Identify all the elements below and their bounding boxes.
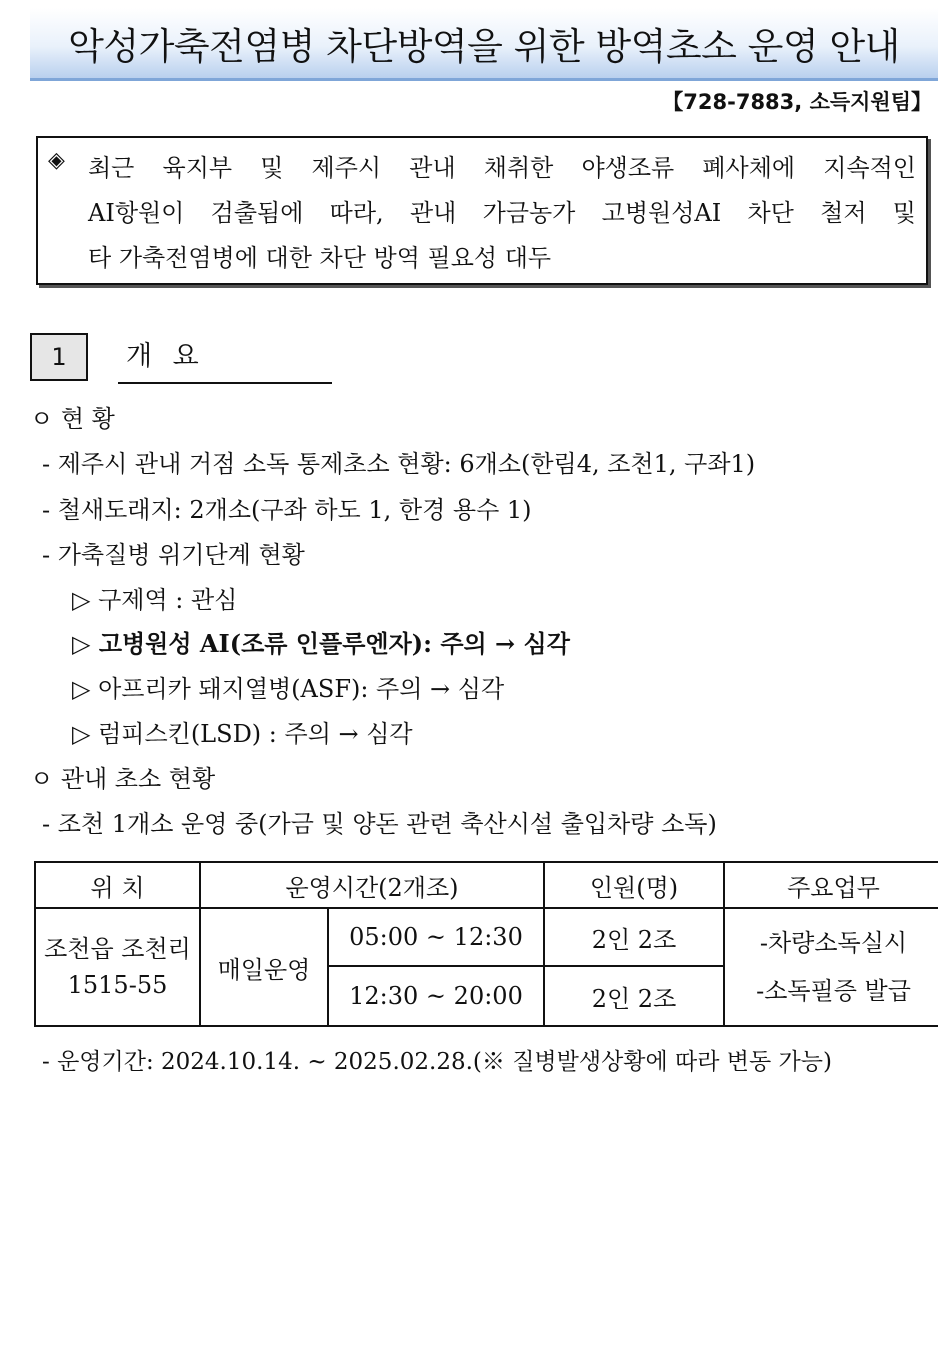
operations-table [34,861,938,1027]
schedule-cell: 매일운영 [200,908,328,1026]
shift-time: 12:30 ~ 20:00 [328,966,544,1026]
crisis-heading: - 가축질병 위기단계 현황 [42,541,305,569]
table-row [35,908,938,966]
notice-line: AI항원이 검출됨에 따라, 관내 가금농가 고병원성AI 차단 철저 및 [88,199,916,227]
header-duties: 주요업무 [724,862,938,908]
crisis-item: ▷ 고병원성 AI(조류 인플루엔자): 주의 → 심각 [72,629,570,658]
header-staff: 인원(명) [544,862,724,908]
location-cell [35,908,200,1026]
duty-item: -소독필증 발급 [756,977,911,1005]
shift-staff: 2인 2조 [544,966,724,1026]
status-heading: ㅇ 현 황 [30,405,115,433]
notice-line: 최근 육지부 및 제주시 관내 채취한 야생조류 폐사체에 지속적인 [88,154,916,182]
header-location: 위 치 [35,862,200,908]
section-title: 개 요 [118,334,332,384]
notice-line: 타 가축전염병에 대한 차단 방역 필요성 대두 [88,244,552,272]
header-hours: 운영시간(2개조) [200,862,544,908]
local-detail: - 조천 1개소 운영 중(가금 및 양돈 관련 축산시설 출입차량 소독) [42,810,717,838]
shift-time: 05:00 ~ 12:30 [328,908,544,966]
shift-staff: 2인 2조 [544,908,724,966]
duty-item: -차량소독실시 [759,929,908,957]
bases-line: - 제주시 관내 거점 소독 통제초소 현황: 6개소(한림4, 조천1, 구좌1) [42,450,756,478]
local-heading: ㅇ 관내 초소 현황 [30,765,216,793]
table-header-row [35,862,938,908]
contact-info: 【728-7883, 소득지원팀】 [662,90,932,114]
crisis-item: ▷ 아프리카 돼지열병(ASF): 주의 → 심각 [72,675,505,703]
section-number: 1 [30,333,88,381]
crisis-item: ▷ 구제역 : 관심 [72,586,238,614]
diamond-bullet-icon: ◈ [48,148,65,173]
migratory-line: - 철새도래지: 2개소(구좌 하도 1, 한경 용수 1) [42,496,532,524]
notice-box [36,136,928,285]
location-text: 조천읍 조천리 1515-55 [44,935,191,999]
crisis-item: ▷ 럼피스킨(LSD) : 주의 → 심각 [72,720,413,748]
duties-cell [724,908,938,1026]
title-banner [30,8,938,81]
operation-period: - 운영기간: 2024.10.14. ~ 2025.02.28.(※ 질병발생상황에 따라 변동 가능) [42,1049,832,1075]
page-title: 악성가축전염병 차단방역을 위한 방역초소 운영 안내 [68,25,900,68]
